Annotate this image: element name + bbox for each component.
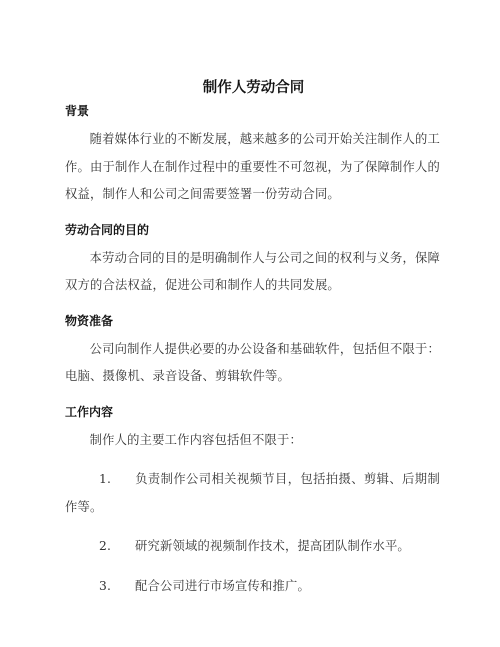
- section-heading-materials: 物资准备: [65, 313, 114, 328]
- paragraph-materials: 公司向制作人提供必要的办公设备和基础软件，包括但不限于：电脑、摄像机、录音设备、剪辑软件等。: [65, 341, 440, 383]
- list-item-number: 3.: [99, 578, 112, 593]
- list-item-text: 研究新领域的视频制作技术，提高团队制作水平。: [135, 539, 410, 553]
- list-item-text: 配合公司进行市场宣传和推广。: [135, 578, 310, 593]
- list-item-text: 负责制作公司相关视频节目，包括拍摄、剪辑、后期制作等。: [65, 472, 440, 514]
- list-item: [65, 466, 440, 521]
- paragraph-background: 随着媒体行业的不断发展，越来越多的公司开始关注制作人的工作。由于制作人在制作过程中的重要性不可忽视，为了保障制作人的权益，制作人和公司之间需要签署一份劳动合同。: [65, 132, 440, 201]
- list-item: [65, 533, 440, 561]
- list-item-number: 1.: [99, 472, 112, 486]
- work-items-list: [67, 466, 440, 600]
- paragraph-work-intro: 制作人的主要工作内容包括但不限于：: [89, 432, 303, 447]
- list-item-number: 2.: [99, 539, 112, 553]
- section-heading-purpose: 劳动合同的目的: [65, 222, 150, 237]
- document-title: 制作人劳动合同: [202, 80, 305, 96]
- section-heading-background: 背景: [65, 104, 90, 118]
- list-item: [65, 573, 440, 601]
- section-heading-work: 工作内容: [65, 404, 114, 419]
- paragraph-purpose: 本劳动合同的目的是明确制作人与公司之间的权利与义务，保障双方的合法权益，促进公司和制作人的共同发展。: [65, 250, 440, 292]
